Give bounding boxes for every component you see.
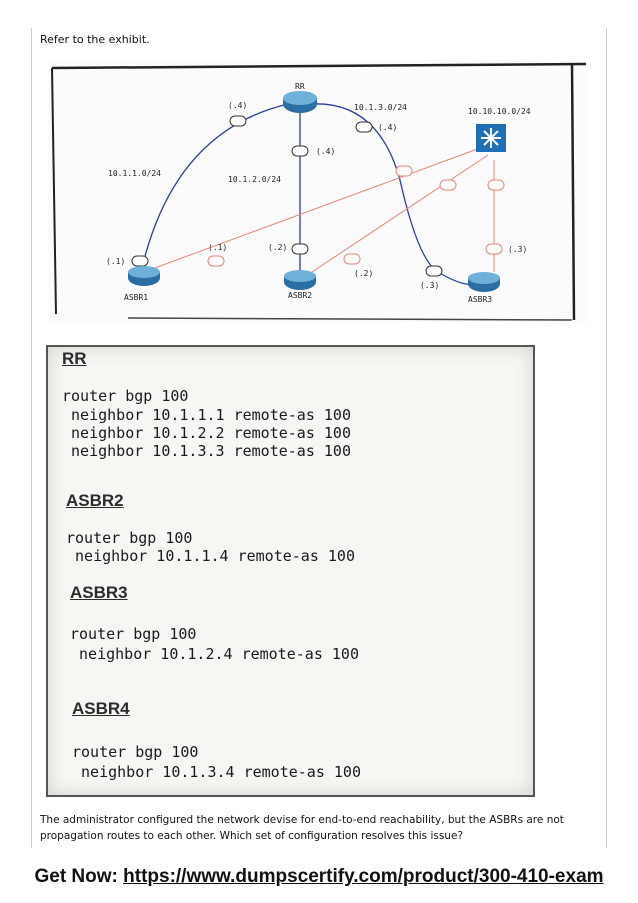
asbr1-ip-sw: (.1) [208, 243, 228, 252]
router-asbr1-icon [128, 266, 160, 286]
footer-banner [0, 866, 638, 888]
asbr2-label: ASBR2 [288, 291, 313, 300]
router-asbr3-icon [468, 272, 500, 292]
asbr3-config-line-1: router bgp 100 [70, 625, 197, 643]
asbr4-config-line-2: neighbor 10.1.3.4 remote-as 100 [72, 763, 361, 781]
asbr3-ip: (.3) [420, 281, 440, 290]
rr-config-heading: RR [62, 349, 87, 368]
asbr2-ip: (.2) [268, 243, 288, 252]
rr-config-line-4: neighbor 10.1.3.3 remote-as 100 [62, 442, 351, 460]
switch-icon [476, 124, 506, 152]
router-rr-icon [283, 91, 317, 113]
network-diagram [48, 60, 588, 322]
config-exhibit [46, 345, 535, 797]
rr-config-line-2: neighbor 10.1.1.1 remote-as 100 [62, 406, 351, 424]
rr-ip-net3: (.4) [378, 123, 398, 132]
page-border-right [606, 28, 607, 848]
asbr2-config-heading: ASBR2 [66, 491, 124, 510]
asbr3-label: ASBR3 [468, 295, 493, 304]
net3-label: 10.1.3.0/24 [354, 103, 407, 112]
footer-prefix: Get Now: [34, 866, 124, 887]
intro-text: Refer to the exhibit. [40, 33, 150, 46]
asbr3-config-heading: ASBR3 [70, 583, 128, 602]
asbr3-config-line-2: neighbor 10.1.2.4 remote-as 100 [70, 645, 359, 663]
rr-ip-net2: (.4) [316, 147, 336, 156]
asbr4-config-line-1: router bgp 100 [72, 743, 199, 761]
net2-label: 10.1.2.0/24 [228, 175, 281, 184]
asbr2-ip-sw: (.2) [354, 269, 374, 278]
asbr1-ip: (.1) [106, 257, 126, 266]
asbr2-config-line-2: neighbor 10.1.1.4 remote-as 100 [66, 547, 355, 565]
asbr4-config-heading: ASBR4 [72, 699, 130, 718]
page-border-left [31, 28, 32, 848]
rr-label: RR [295, 82, 305, 91]
rr-config-line-3: neighbor 10.1.2.2 remote-as 100 [62, 424, 351, 442]
net1-label: 10.1.1.0/24 [108, 169, 161, 178]
asbr3-ip-sw: (.3) [508, 245, 528, 254]
asbr1-label: ASBR1 [124, 293, 149, 302]
question-text: The administrator configured the network devise for end-to-end reachability, but the ASBRs are not propagation routes to each other. Which set of configuration resolves this issue? [40, 814, 564, 842]
switch-subnet-label: 10.10.10.0/24 [468, 107, 531, 116]
router-asbr2-icon [284, 270, 316, 290]
rr-config-line-1: router bgp 100 [62, 387, 189, 405]
rr-ip-net1: (.4) [228, 101, 248, 110]
footer-link[interactable]: https://www.dumpscertify.com/product/300-410-exam [123, 866, 604, 887]
asbr2-config-line-1: router bgp 100 [66, 529, 193, 547]
